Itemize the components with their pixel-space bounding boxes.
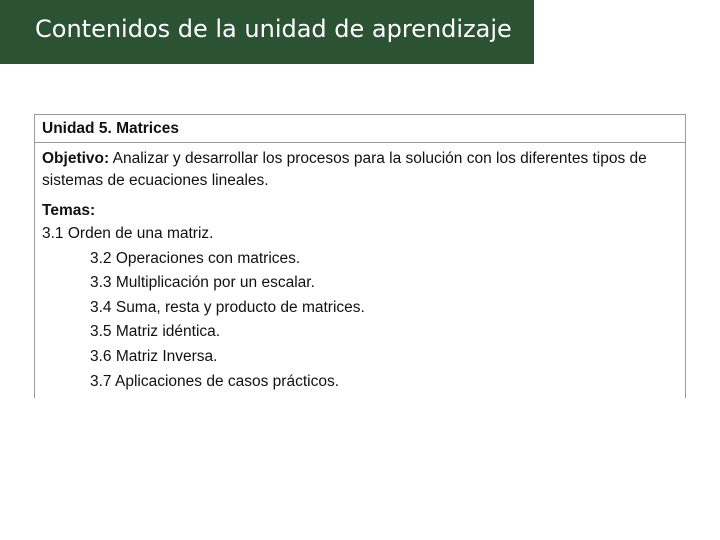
unit-content-table bbox=[34, 114, 686, 398]
topic-item: 3.7 Aplicaciones de casos prácticos. bbox=[90, 372, 339, 390]
unit-body bbox=[35, 148, 685, 394]
topic-item: 3.4 Suma, resta y producto de matrices. bbox=[90, 298, 365, 316]
topic-item: 3.5 Matriz idéntica. bbox=[90, 323, 221, 341]
topic-item: 3.2 Operaciones con matrices. bbox=[90, 249, 301, 267]
topic-item: 3.1 Orden de una matriz. bbox=[42, 225, 214, 242]
objective-text: Analizar y desarrollar los procesos para la solución con los diferentes tipos de sistemas de ecuaciones lineales. bbox=[42, 150, 647, 189]
topic-item: 3.3 Multiplicación por un escalar. bbox=[90, 274, 315, 292]
page-title: Contenidos de la unidad de aprendizaje bbox=[35, 15, 512, 43]
unit-title: Unidad 5. Matrices bbox=[35, 115, 685, 143]
topics-label: Temas: bbox=[42, 202, 96, 219]
objective-label: Objetivo: bbox=[42, 150, 110, 167]
topic-item: 3.6 Matriz Inversa. bbox=[90, 347, 218, 365]
title-banner bbox=[0, 0, 534, 64]
objective-paragraph bbox=[42, 148, 679, 192]
